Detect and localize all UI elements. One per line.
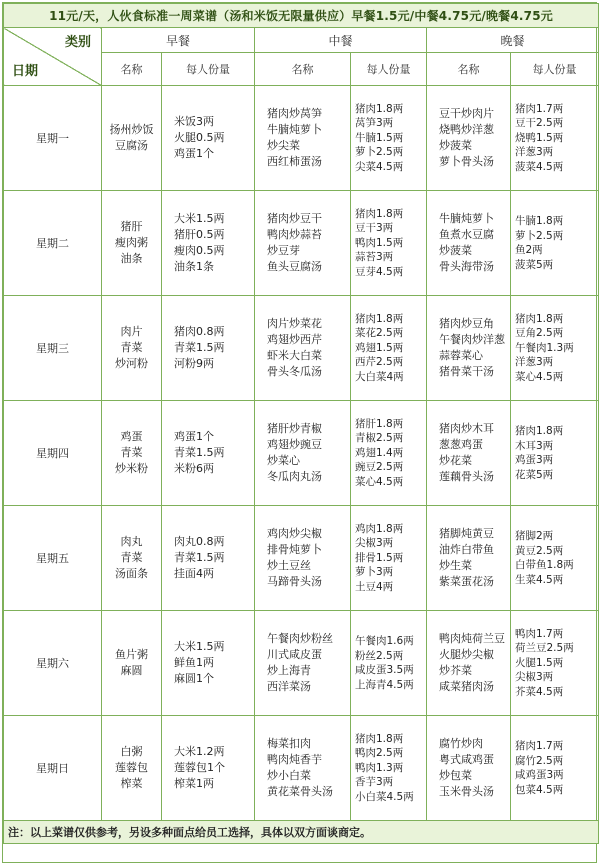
- portion-amount: 土豆4两: [355, 580, 394, 593]
- portion-amount: 尖椒3两: [355, 537, 394, 550]
- portion-amount: 包菜4.5两: [515, 783, 564, 796]
- dinner-qty-cell: [511, 191, 599, 296]
- portion-amount: 黄豆2.5两: [515, 544, 564, 557]
- portion-amount: 蒜苔3两: [355, 251, 394, 264]
- lunch-dishes-cell: [255, 401, 351, 506]
- meal-header-lunch: 中餐: [255, 28, 427, 53]
- dish-name: 火腿炒尖椒: [439, 648, 494, 661]
- portion-amount: 上海青4.5两: [355, 678, 414, 691]
- dish-name: 肉片炒菜花: [267, 317, 322, 330]
- portion-amount: 挂面4两: [174, 567, 214, 580]
- breakfast-dishes-cell: [102, 611, 162, 716]
- portion-amount: 米饭3两: [174, 115, 214, 128]
- dinner-dishes-cell: [427, 401, 511, 506]
- portion-amount: 鸡蛋1个: [174, 430, 214, 443]
- portion-amount: 大白菜4两: [355, 370, 404, 383]
- dish-name: 炒小白菜: [267, 769, 311, 782]
- lunch-qty-cell: [351, 401, 427, 506]
- portion-amount: 菜心4.5两: [355, 475, 404, 488]
- breakfast-dishes-cell: [102, 191, 162, 296]
- lunch-qty-cell: [351, 191, 427, 296]
- dish-name: 汤面条: [115, 567, 148, 580]
- portion-amount: 白带鱼1.8两: [515, 559, 574, 571]
- breakfast-qty-cell: [162, 716, 255, 821]
- lunch-dishes-cell: [255, 611, 351, 716]
- portion-amount: 鸭肉1.5两: [355, 236, 404, 249]
- portion-amount: 猪肉0.8两: [174, 325, 225, 338]
- dish-name: 炒菜心: [267, 454, 300, 467]
- portion-amount: 猪肉1.7两: [515, 102, 564, 115]
- dish-name: 骨头海带汤: [439, 260, 494, 273]
- dish-name: 鸭肉炖香芋: [267, 753, 322, 766]
- portion-amount: 尖菜4.5两: [355, 160, 404, 173]
- portion-amount: 青菜1.5两: [174, 551, 225, 564]
- dish-name: 瘦肉粥: [115, 236, 148, 249]
- dish-name: 蒜蓉菜心: [439, 349, 483, 362]
- dish-name: 猪脚炖黄豆: [439, 527, 494, 540]
- dish-name: 川式咸皮蛋: [267, 648, 322, 661]
- portion-amount: 大米1.2两: [174, 745, 225, 758]
- dinner-qty-cell: [511, 716, 599, 821]
- col-qty-breakfast: 每人份量: [162, 53, 255, 86]
- dish-name: 西红柿蛋汤: [267, 155, 322, 168]
- portion-amount: 咸鸡蛋3两: [515, 769, 564, 781]
- dish-name: 马蹄骨头汤: [267, 575, 322, 588]
- dinner-qty-cell: [511, 401, 599, 506]
- dish-name: 麻圆: [120, 664, 143, 677]
- dish-name: 猪骨菜干汤: [439, 365, 494, 378]
- table-row: [4, 296, 599, 401]
- portion-amount: 萝卜3两: [355, 566, 394, 579]
- portion-amount: 猪肉1.8两: [515, 312, 564, 325]
- dinner-dishes-cell: [427, 296, 511, 401]
- portion-amount: 豆干2.5两: [515, 117, 564, 130]
- day-cell: 星期六: [4, 611, 102, 716]
- dish-name: 炒包菜: [439, 769, 472, 782]
- portion-amount: 河粉9两: [174, 357, 214, 370]
- portion-amount: 排骨1.5两: [355, 551, 404, 564]
- dish-name: 萝卜骨头汤: [439, 155, 494, 168]
- lunch-dishes-cell: [255, 296, 351, 401]
- portion-amount: 米粉6两: [174, 462, 214, 475]
- portion-amount: 豆角2.5两: [515, 327, 564, 340]
- portion-amount: 腐竹2.5两: [515, 754, 564, 767]
- portion-amount: 瘦肉0.5两: [174, 244, 225, 257]
- portion-amount: 木耳3两: [515, 439, 554, 452]
- col-qty-lunch: 每人份量: [351, 53, 427, 86]
- day-cell: 星期五: [4, 506, 102, 611]
- portion-amount: 鸭肉2.5两: [355, 747, 404, 760]
- portion-amount: 萝卜2.5两: [355, 146, 404, 159]
- portion-amount: 生菜4.5两: [515, 573, 564, 586]
- lunch-qty-cell: [351, 506, 427, 611]
- dish-name: 鸭肉炒蒜苔: [267, 228, 322, 241]
- breakfast-qty-cell: [162, 191, 255, 296]
- portion-amount: 西芹2.5两: [355, 356, 404, 369]
- dish-name: 青菜: [120, 551, 143, 564]
- portion-amount: 青菜1.5两: [174, 341, 225, 354]
- portion-amount: 小白菜4.5两: [355, 790, 414, 803]
- portion-amount: 萝卜2.5两: [515, 229, 564, 242]
- dish-name: 鸡翅炒西芹: [267, 333, 322, 346]
- table-row: [4, 191, 599, 296]
- lunch-dishes-cell: [255, 506, 351, 611]
- dish-name: 猪肝: [120, 220, 143, 233]
- portion-amount: 火腿0.5两: [174, 131, 225, 144]
- portion-amount: 牛腩1.5两: [355, 131, 404, 144]
- portion-amount: 青椒2.5两: [355, 432, 404, 445]
- portion-amount: 猪肉1.8两: [355, 207, 404, 220]
- col-name-lunch: 名称: [255, 53, 351, 86]
- table-title: 11元/天，人伙食标准一周菜谱（汤和米饭无限量供应）早餐1.5元/中餐4.75元/晚餐4.75元: [4, 4, 599, 28]
- dish-name: 肉丸: [120, 535, 143, 548]
- dish-name: 鸡蛋: [120, 430, 143, 443]
- dish-name: 青菜: [120, 446, 143, 459]
- portion-amount: 咸皮蛋3.5两: [355, 664, 414, 676]
- meal-header-breakfast: 早餐: [102, 28, 255, 53]
- dish-name: 猪肉炒豆角: [439, 317, 494, 330]
- menu-sheet: [2, 2, 597, 863]
- dish-name: 炒芥菜: [439, 664, 472, 677]
- table-row: [4, 611, 599, 716]
- lunch-qty-cell: [351, 296, 427, 401]
- dish-name: 葱葱鸡蛋: [439, 438, 483, 451]
- portion-amount: 莲蓉包1个: [174, 761, 225, 774]
- portion-amount: 午餐肉1.3两: [515, 341, 574, 354]
- portion-amount: 洋葱3两: [515, 356, 554, 369]
- dish-name: 炒菠菜: [439, 139, 472, 152]
- portion-amount: 大米1.5两: [174, 640, 225, 653]
- corner-header: [4, 28, 102, 86]
- dish-name: 炒米粉: [115, 462, 148, 475]
- dish-name: 豆干炒肉片: [439, 107, 494, 120]
- footer-note: 注：以上菜谱仅供参考，另设多种面点给员工选择，具体以双方面谈商定。: [4, 821, 599, 844]
- dish-name: 牛腩炖萝卜: [267, 123, 322, 136]
- breakfast-dishes-cell: [102, 506, 162, 611]
- dish-name: 午餐肉炒粉丝: [267, 632, 333, 645]
- dinner-dishes-cell: [427, 86, 511, 191]
- portion-amount: 油条1条: [174, 260, 214, 273]
- portion-amount: 烧鸭1.5两: [515, 131, 564, 144]
- dish-name: 扬州炒饭: [109, 123, 154, 136]
- dish-name: 鸭肉炖荷兰豆: [439, 632, 505, 645]
- dish-name: 鱼头豆腐汤: [267, 260, 322, 273]
- portion-amount: 麻圆1个: [174, 672, 214, 685]
- dinner-qty-cell: [511, 86, 599, 191]
- meal-header-dinner: 晚餐: [427, 28, 599, 53]
- dish-name: 虾米大白菜: [267, 349, 322, 362]
- dish-name: 炒河粉: [115, 357, 148, 370]
- portion-amount: 鲜鱼1两: [174, 656, 214, 669]
- dinner-dishes-cell: [427, 506, 511, 611]
- dish-name: 鱼片粥: [115, 648, 148, 661]
- portion-amount: 猪肉1.8两: [355, 312, 404, 325]
- portion-amount: 猪肉1.8两: [355, 102, 404, 115]
- portion-amount: 鸭肉1.3两: [355, 761, 404, 774]
- portion-amount: 菠菜4.5两: [515, 160, 564, 173]
- portion-amount: 莴笋3两: [355, 117, 394, 130]
- dinner-dishes-cell: [427, 191, 511, 296]
- day-cell: 星期二: [4, 191, 102, 296]
- dish-name: 排骨炖萝卜: [267, 543, 322, 556]
- table-row: [4, 506, 599, 611]
- lunch-dishes-cell: [255, 716, 351, 821]
- portion-amount: 菜花2.5两: [355, 327, 404, 340]
- portion-amount: 鸡肉1.8两: [355, 522, 404, 535]
- portion-amount: 菠菜5两: [515, 258, 554, 271]
- breakfast-qty-cell: [162, 611, 255, 716]
- portion-amount: 尖椒3两: [515, 671, 554, 684]
- portion-amount: 香芋3两: [355, 776, 394, 789]
- portion-amount: 肉丸0.8两: [174, 535, 225, 548]
- portion-amount: 芥菜4.5两: [515, 685, 564, 698]
- portion-amount: 榨菜1两: [174, 777, 214, 790]
- category-label: 类别: [64, 35, 91, 50]
- breakfast-qty-cell: [162, 401, 255, 506]
- portion-amount: 豆干3两: [355, 222, 394, 235]
- lunch-dishes-cell: [255, 191, 351, 296]
- date-label: 日期: [12, 64, 39, 79]
- dish-name: 炒豆芽: [267, 244, 300, 257]
- dish-name: 粤式咸鸡蛋: [439, 753, 494, 766]
- portion-amount: 鸡蛋1个: [174, 147, 214, 160]
- col-name-breakfast: 名称: [102, 53, 162, 86]
- portion-amount: 午餐肉1.6两: [355, 635, 414, 647]
- dish-name: 油条: [120, 252, 143, 265]
- dish-name: 榨菜: [120, 777, 143, 790]
- breakfast-dishes-cell: [102, 86, 162, 191]
- dish-name: 冬瓜肉丸汤: [267, 470, 322, 483]
- lunch-qty-cell: [351, 611, 427, 716]
- portion-amount: 猪肉1.7两: [515, 740, 564, 752]
- lunch-qty-cell: [351, 716, 427, 821]
- portion-amount: 猪肉1.8两: [355, 732, 404, 745]
- lunch-dishes-cell: [255, 86, 351, 191]
- dish-name: 午餐肉炒洋葱: [439, 333, 505, 346]
- dish-name: 莲藕骨头汤: [439, 470, 494, 483]
- dish-name: 炒上海青: [267, 664, 311, 677]
- dish-name: 炒花菜: [439, 454, 472, 467]
- day-cell: 星期一: [4, 86, 102, 191]
- dinner-qty-cell: [511, 296, 599, 401]
- dish-name: 猪肉炒豆干: [267, 212, 322, 225]
- portion-amount: 菜心4.5两: [515, 370, 564, 383]
- breakfast-dishes-cell: [102, 296, 162, 401]
- dish-name: 猪肉炒莴笋: [267, 107, 322, 120]
- dish-name: 炒生菜: [439, 559, 472, 572]
- portion-amount: 鸡翅1.5两: [355, 341, 404, 354]
- day-cell: 星期四: [4, 401, 102, 506]
- table-row: [4, 716, 599, 821]
- portion-amount: 鸭肉1.7两: [515, 627, 564, 640]
- dish-name: 青菜: [120, 341, 143, 354]
- day-cell: 星期三: [4, 296, 102, 401]
- menu-table: [3, 3, 599, 844]
- dish-name: 牛腩炖萝卜: [439, 212, 494, 225]
- dish-name: 炒土豆丝: [267, 559, 311, 572]
- dish-name: 烧鸭炒洋葱: [439, 123, 494, 136]
- portion-amount: 牛腩1.8两: [515, 215, 564, 227]
- lunch-qty-cell: [351, 86, 427, 191]
- dish-name: 肉片: [120, 325, 143, 338]
- dish-name: 黄花菜骨头汤: [267, 785, 333, 798]
- portion-amount: 豆芽4.5两: [355, 265, 404, 278]
- day-cell: 星期日: [4, 716, 102, 821]
- portion-amount: 火腿1.5两: [515, 656, 564, 669]
- portion-amount: 猪肝1.8两: [355, 417, 404, 430]
- breakfast-dishes-cell: [102, 401, 162, 506]
- col-qty-dinner: 每人份量: [511, 53, 599, 86]
- dish-name: 炒菠菜: [439, 244, 472, 257]
- portion-amount: 洋葱3两: [515, 146, 554, 159]
- dish-name: 骨头冬瓜汤: [267, 365, 322, 378]
- dinner-dishes-cell: [427, 716, 511, 821]
- portion-amount: 花菜5两: [515, 468, 554, 481]
- dish-name: 腐竹炒肉: [439, 737, 483, 750]
- portion-amount: 荷兰豆2.5两: [515, 642, 574, 655]
- breakfast-qty-cell: [162, 506, 255, 611]
- dish-name: 西洋菜汤: [267, 680, 311, 693]
- portion-amount: 鸡翅1.4两: [355, 446, 404, 459]
- dinner-qty-cell: [511, 506, 599, 611]
- dinner-dishes-cell: [427, 611, 511, 716]
- dish-name: 鱼煮水豆腐: [439, 228, 494, 241]
- dish-name: 油炸白带鱼: [439, 543, 494, 556]
- dish-name: 猪肝炒青椒: [267, 422, 322, 435]
- dish-name: 豆腐汤: [115, 139, 148, 152]
- dish-name: 咸菜猪肉汤: [439, 680, 494, 693]
- dish-name: 玉米骨头汤: [439, 785, 494, 798]
- table-row: [4, 86, 599, 191]
- portion-amount: 粉丝2.5两: [355, 649, 404, 662]
- breakfast-qty-cell: [162, 86, 255, 191]
- portion-amount: 猪脚2两: [515, 530, 554, 542]
- dish-name: 梅菜扣肉: [267, 737, 311, 750]
- breakfast-qty-cell: [162, 296, 255, 401]
- portion-amount: 青菜1.5两: [174, 446, 225, 459]
- portion-amount: 猪肝0.5两: [174, 228, 225, 241]
- col-name-dinner: 名称: [427, 53, 511, 86]
- menu-rows: [4, 86, 599, 821]
- table-row: [4, 401, 599, 506]
- breakfast-dishes-cell: [102, 716, 162, 821]
- dish-name: 炒尖菜: [267, 139, 300, 152]
- dish-name: 莲蓉包: [115, 761, 148, 774]
- dish-name: 猪肉炒木耳: [439, 422, 494, 435]
- portion-amount: 鱼2两: [515, 244, 543, 256]
- dish-name: 鸡肉炒尖椒: [267, 527, 322, 540]
- portion-amount: 豌豆2.5两: [355, 461, 404, 474]
- dish-name: 紫菜蛋花汤: [439, 575, 494, 588]
- dish-name: 白粥: [120, 745, 143, 758]
- dinner-qty-cell: [511, 611, 599, 716]
- portion-amount: 猪肉1.8两: [515, 425, 564, 437]
- portion-amount: 大米1.5两: [174, 212, 225, 225]
- portion-amount: 鸡蛋3两: [515, 454, 554, 466]
- dish-name: 鸡翅炒豌豆: [267, 438, 322, 451]
